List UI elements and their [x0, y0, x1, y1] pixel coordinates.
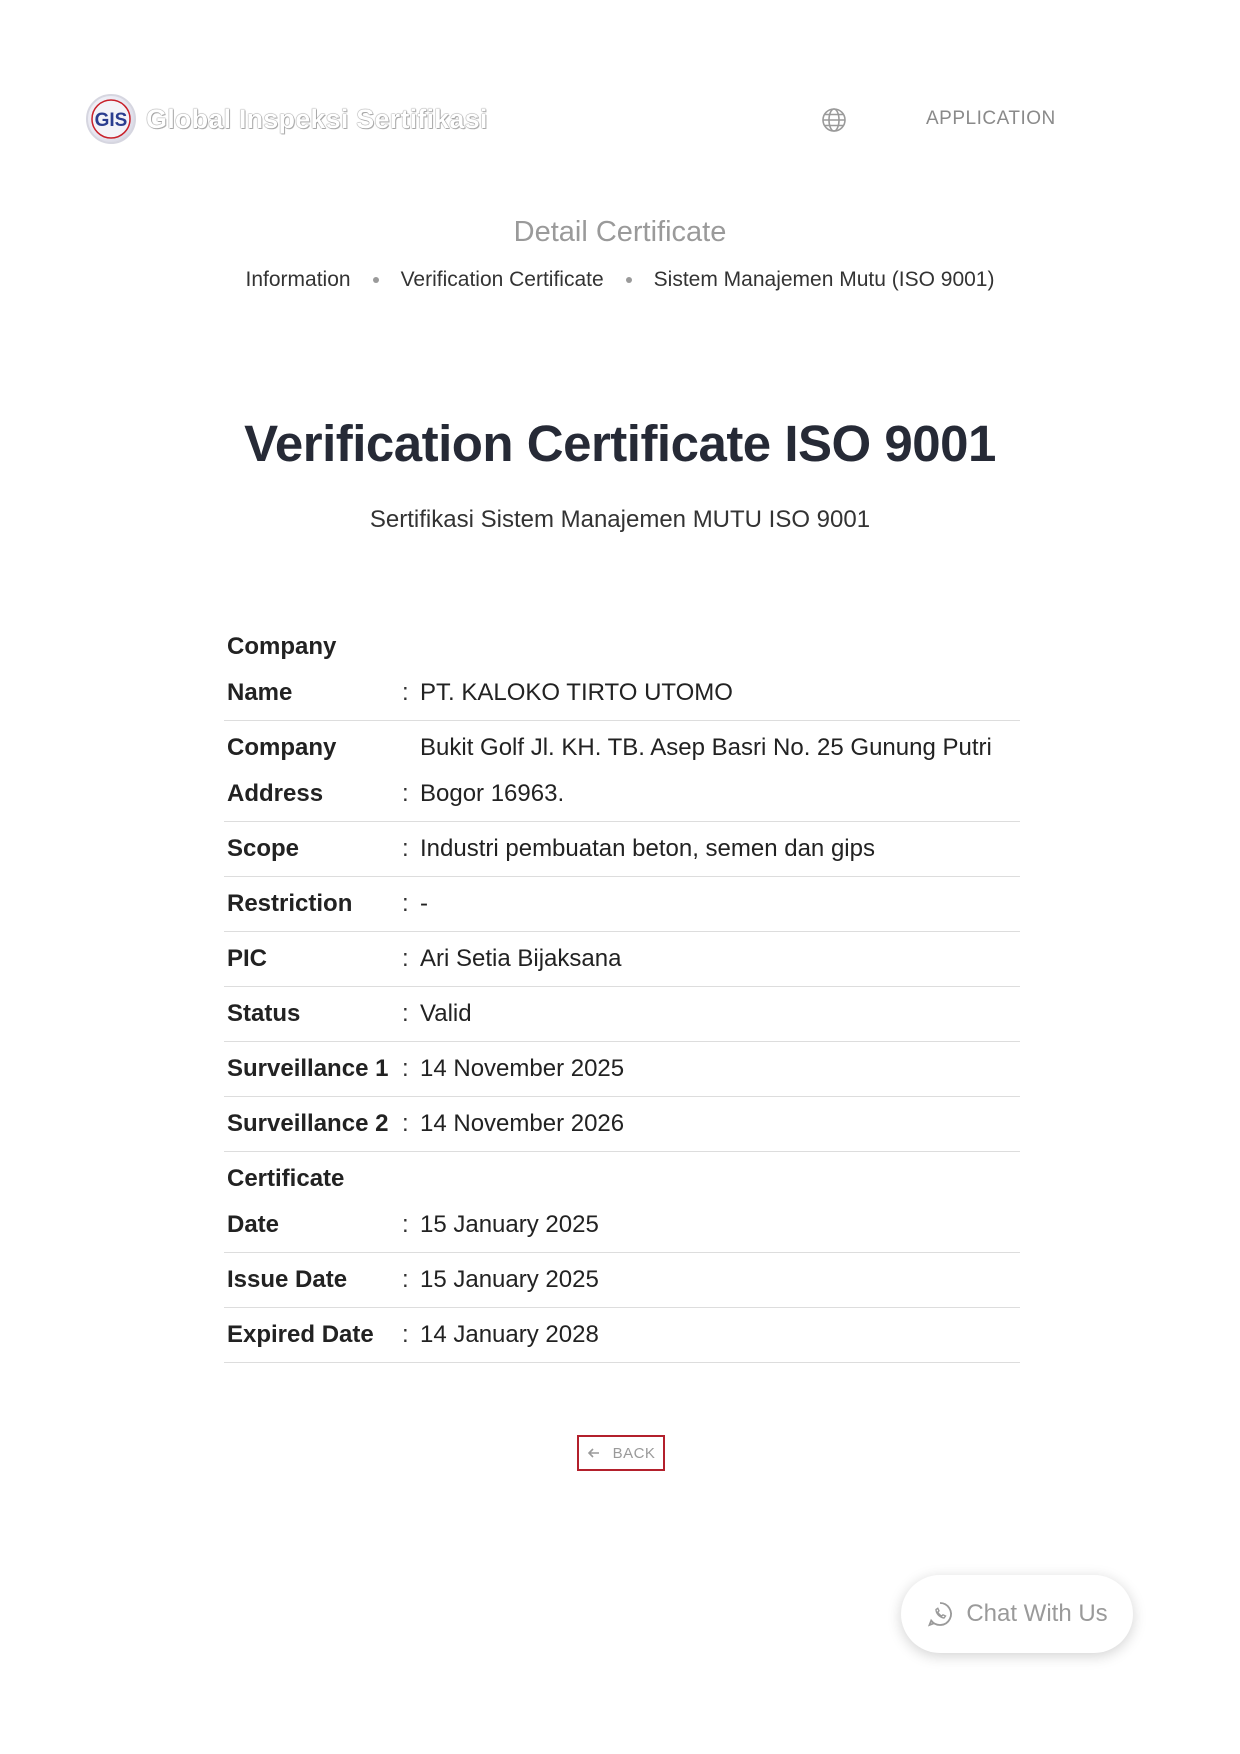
row-value: 15 January 2025 — [420, 1253, 1020, 1308]
logo-text: Global Inspeksi Sertifikasi — [146, 103, 488, 134]
table-row — [224, 877, 1020, 932]
row-value: 14 November 2025 — [420, 1042, 1020, 1097]
page-title: Verification Certificate ISO 9001 — [244, 415, 996, 472]
logo-badge-icon — [86, 94, 136, 144]
breadcrumb-item-current: Sistem Manajemen Mutu (ISO 9001) — [653, 268, 995, 291]
table-row — [224, 822, 1020, 877]
row-separator: : — [402, 1253, 420, 1308]
breadcrumb-item-information[interactable]: Information — [245, 268, 351, 291]
table-row — [224, 1253, 1020, 1308]
row-separator: : — [402, 721, 420, 822]
back-button-label: BACK — [612, 1444, 656, 1462]
nav-application-link[interactable]: APPLICATION — [926, 108, 1056, 129]
row-label: Company Address — [224, 721, 402, 822]
page-subtitle: Sertifikasi Sistem Manajemen MUTU ISO 9001 — [369, 506, 871, 533]
row-label: Restriction — [224, 877, 402, 932]
page-heading: Detail Certificate — [513, 216, 727, 248]
row-label: Surveillance 2 — [224, 1097, 402, 1152]
row-separator: : — [402, 877, 420, 932]
row-value: - — [420, 877, 1020, 932]
row-label: Company Name — [224, 620, 402, 721]
row-separator: : — [402, 1042, 420, 1097]
certificate-details-table — [224, 620, 1020, 1363]
row-label: Issue Date — [224, 1253, 402, 1308]
row-value: Ari Setia Bijaksana — [420, 932, 1020, 987]
table-row — [224, 1097, 1020, 1152]
table-row — [224, 987, 1020, 1042]
row-value: Industri pembuatan beton, semen dan gips — [420, 822, 1020, 877]
row-separator: : — [402, 1152, 420, 1253]
row-value: Valid — [420, 987, 1020, 1042]
site-logo[interactable] — [86, 94, 488, 144]
row-value: 14 January 2028 — [420, 1308, 1020, 1363]
arrow-left-icon — [587, 1446, 601, 1460]
back-button[interactable] — [577, 1435, 665, 1471]
row-label: Expired Date — [224, 1308, 402, 1363]
row-separator: : — [402, 822, 420, 877]
table-row — [224, 932, 1020, 987]
site-header — [0, 0, 1240, 240]
whatsapp-icon — [926, 1600, 954, 1628]
breadcrumb-item-verification[interactable]: Verification Certificate — [400, 268, 604, 291]
globe-icon[interactable] — [820, 106, 848, 134]
row-separator: : — [402, 987, 420, 1042]
chat-button-label: Chat With Us — [966, 1600, 1108, 1627]
row-value: PT. KALOKO TIRTO UTOMO — [420, 620, 1020, 721]
table-row — [224, 1042, 1020, 1097]
table-row — [224, 620, 1020, 721]
breadcrumb-separator — [626, 277, 632, 283]
row-separator: : — [402, 1308, 420, 1363]
row-label: Surveillance 1 — [224, 1042, 402, 1097]
row-label: Status — [224, 987, 402, 1042]
table-row — [224, 1308, 1020, 1363]
breadcrumb-separator — [373, 277, 379, 283]
row-value: 14 November 2026 — [420, 1097, 1020, 1152]
breadcrumb — [0, 268, 1240, 292]
row-separator: : — [402, 620, 420, 721]
row-value: 15 January 2025 — [420, 1152, 1020, 1253]
row-value: Bukit Golf Jl. KH. TB. Asep Basri No. 25 Gunung Putri Bogor 16963. — [420, 721, 1020, 822]
table-row — [224, 721, 1020, 822]
table-row — [224, 1152, 1020, 1253]
svg-text:GIS: GIS — [94, 110, 128, 131]
row-label: Scope — [224, 822, 402, 877]
row-label: Certificate Date — [224, 1152, 402, 1253]
row-label: PIC — [224, 932, 402, 987]
row-separator: : — [402, 1097, 420, 1152]
row-separator: : — [402, 932, 420, 987]
chat-with-us-button[interactable] — [901, 1575, 1133, 1653]
